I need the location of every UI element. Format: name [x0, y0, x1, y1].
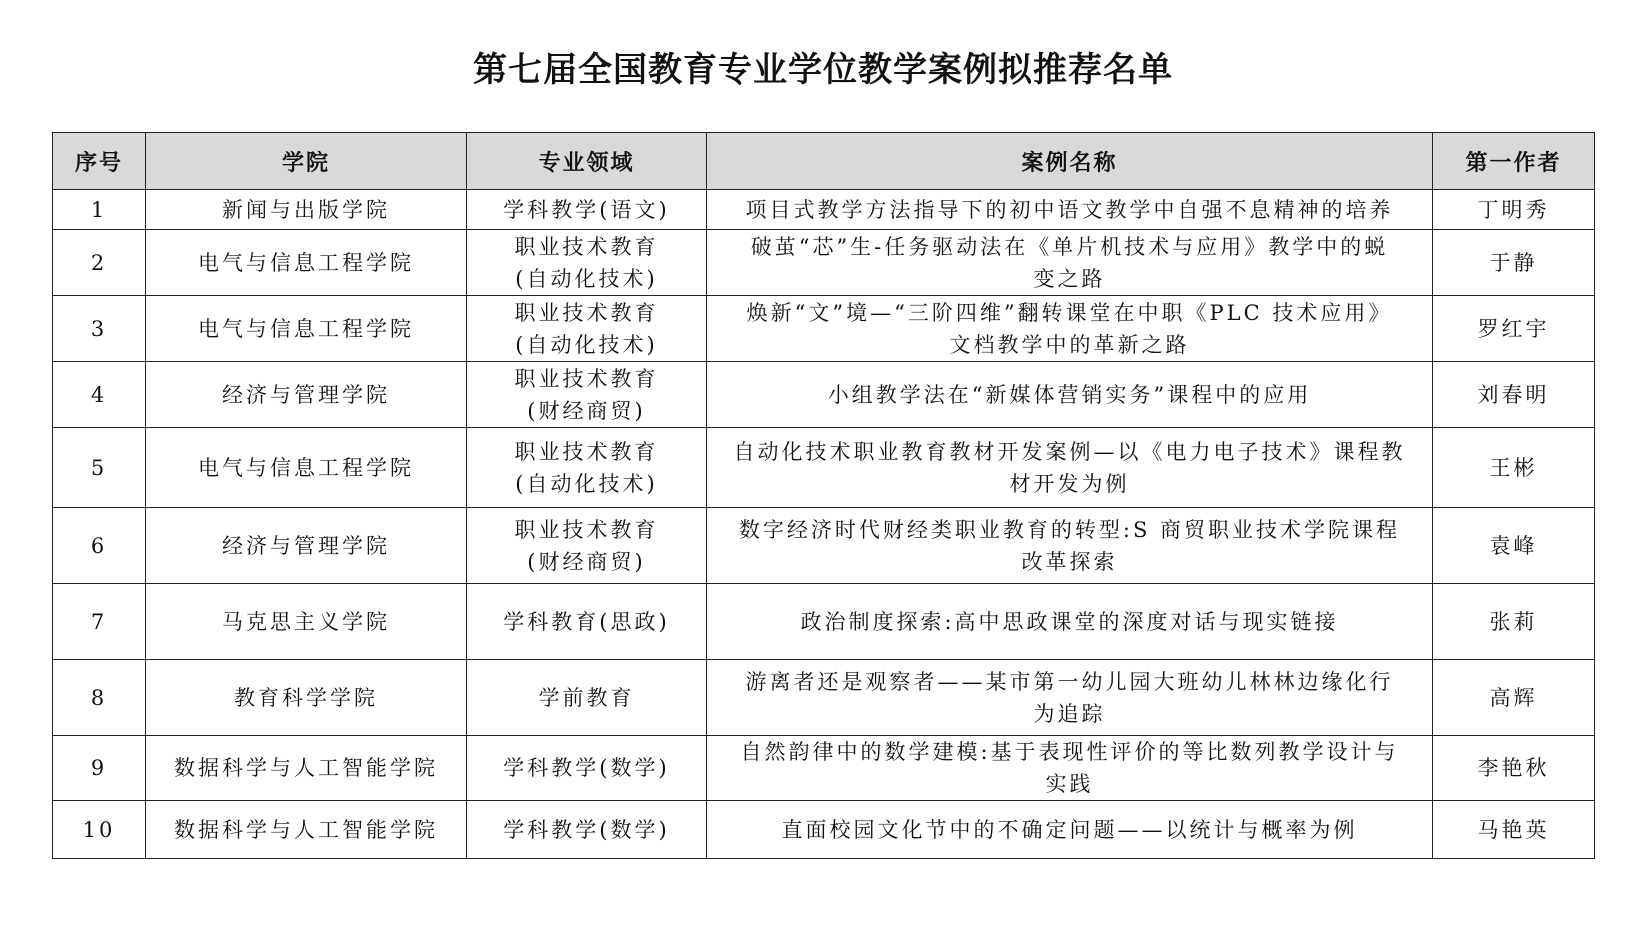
cell-school: 数据科学与人工智能学院: [146, 736, 467, 801]
cell-case-name: [707, 428, 1433, 508]
cell-field: [467, 190, 707, 230]
cell-no: 10: [53, 801, 146, 859]
case-line: 实践: [1045, 772, 1094, 796]
cell-school: 马克思主义学院: [146, 584, 467, 660]
case-line: 政治制度探索:高中思政课堂的深度对话与现实链接: [800, 609, 1339, 634]
case-line: 数字经济时代财经类职业教育的转型:S 商贸职业技术学院课程: [738, 517, 1401, 542]
cell-case-name: [707, 230, 1433, 296]
cell-school: 经济与管理学院: [146, 508, 467, 584]
cell-first-author: 李艳秋: [1433, 736, 1595, 801]
cell-no: 8: [53, 660, 146, 736]
field-line: (财经商贸): [527, 549, 646, 574]
cell-first-author: 于静: [1433, 230, 1595, 296]
cell-field: [467, 230, 707, 296]
cell-first-author: 刘春明: [1433, 362, 1595, 428]
cell-case-name: [707, 508, 1433, 584]
table-row: [53, 362, 1595, 428]
page-title: 第七届全国教育专业学位教学案例拟推荐名单: [473, 50, 1173, 90]
field-line: 职业技术教育: [514, 300, 659, 325]
field-line: 学科教学(数学): [503, 756, 670, 780]
case-line: 文档教学中的革新之路: [949, 332, 1190, 357]
field-line: (自动化技术): [515, 332, 658, 357]
recommendation-table: [52, 132, 1595, 859]
cell-first-author: 马艳英: [1433, 801, 1595, 859]
cell-school: 电气与信息工程学院: [146, 296, 467, 362]
header-first-author: 第一作者: [1433, 133, 1595, 190]
cell-no: 3: [53, 296, 146, 362]
case-line: 材开发为例: [1009, 471, 1130, 496]
field-line: 职业技术教育: [514, 517, 659, 542]
cell-first-author: 丁明秀: [1433, 190, 1595, 230]
cell-field: [467, 801, 707, 859]
case-line: 改革探索: [1021, 549, 1118, 574]
cell-school: 教育科学学院: [146, 660, 467, 736]
field-line: 职业技术教育: [514, 439, 659, 464]
header-case-name: 案例名称: [707, 133, 1433, 190]
cell-no: 1: [53, 190, 146, 230]
field-line: 学科教育(思政): [503, 609, 670, 634]
header-field: 专业领域: [467, 133, 707, 190]
case-line: 小组教学法在“新媒体营销实务”课程中的应用: [827, 382, 1312, 407]
cell-school: 数据科学与人工智能学院: [146, 801, 467, 859]
cell-field: [467, 508, 707, 584]
case-line: 破茧“芯”生-任务驱动法在《单片机技术与应用》教学中的蜕: [750, 234, 1389, 259]
table-row: [53, 428, 1595, 508]
table-row: [53, 508, 1595, 584]
cell-no: 9: [53, 736, 146, 801]
cell-case-name: [707, 362, 1433, 428]
cell-field: [467, 584, 707, 660]
table-row: [53, 801, 1595, 859]
table-row: [53, 736, 1595, 801]
cell-first-author: 高辉: [1433, 660, 1595, 736]
case-line: 变之路: [1033, 266, 1106, 291]
cell-case-name: [707, 736, 1433, 801]
cell-case-name: [707, 801, 1433, 859]
cell-no: 4: [53, 362, 146, 428]
cell-no: 6: [53, 508, 146, 584]
cell-no: 7: [53, 584, 146, 660]
table-row: [53, 190, 1595, 230]
cell-field: [467, 660, 707, 736]
table-row: [53, 584, 1595, 660]
field-line: (自动化技术): [515, 471, 658, 496]
case-line: 直面校园文化节中的不确定问题——以统计与概率为例: [781, 817, 1358, 842]
cell-first-author: 王彬: [1433, 428, 1595, 508]
field-line: (自动化技术): [515, 266, 658, 291]
field-line: (财经商贸): [527, 398, 646, 423]
field-line: 职业技术教育: [514, 234, 659, 259]
cell-no: 5: [53, 428, 146, 508]
table-header-row: [53, 133, 1595, 190]
field-line: 学科教学(语文): [503, 197, 670, 222]
header-school: 学院: [146, 133, 467, 190]
table-row: [53, 230, 1595, 296]
cell-field: [467, 736, 707, 801]
case-line: 自然韵律中的数学建模:基于表现性评价的等比数列教学设计与: [740, 740, 1399, 764]
cell-field: [467, 428, 707, 508]
cell-case-name: [707, 190, 1433, 230]
table-row: [53, 296, 1595, 362]
case-line: 游离者还是观察者——某市第一幼儿园大班幼儿林林边缘化行: [745, 669, 1394, 694]
case-line: 项目式教学方法指导下的初中语文教学中自强不息精神的培养: [745, 197, 1394, 222]
table-row: [53, 660, 1595, 736]
cell-first-author: 罗红宇: [1433, 296, 1595, 362]
field-line: 学前教育: [538, 685, 635, 710]
cell-school: 新闻与出版学院: [146, 190, 467, 230]
case-line: 为追踪: [1033, 701, 1106, 726]
cell-case-name: [707, 296, 1433, 362]
cell-school: 电气与信息工程学院: [146, 230, 467, 296]
cell-school: 电气与信息工程学院: [146, 428, 467, 508]
field-line: 职业技术教育: [514, 366, 659, 391]
cell-field: [467, 362, 707, 428]
cell-case-name: [707, 660, 1433, 736]
header-no: 序号: [53, 133, 146, 190]
cell-no: 2: [53, 230, 146, 296]
field-line: 学科教学(数学): [503, 817, 670, 842]
case-line: 自动化技术职业教育教材开发案例—以《电力电子技术》课程教: [733, 439, 1406, 464]
table-body: [53, 190, 1595, 859]
cell-school: 经济与管理学院: [146, 362, 467, 428]
case-line: 焕新“文”境—“三阶四维”翻转课堂在中职《PLC 技术应用》: [746, 300, 1393, 325]
cell-field: [467, 296, 707, 362]
cell-case-name: [707, 584, 1433, 660]
cell-first-author: 袁峰: [1433, 508, 1595, 584]
cell-first-author: 张莉: [1433, 584, 1595, 660]
